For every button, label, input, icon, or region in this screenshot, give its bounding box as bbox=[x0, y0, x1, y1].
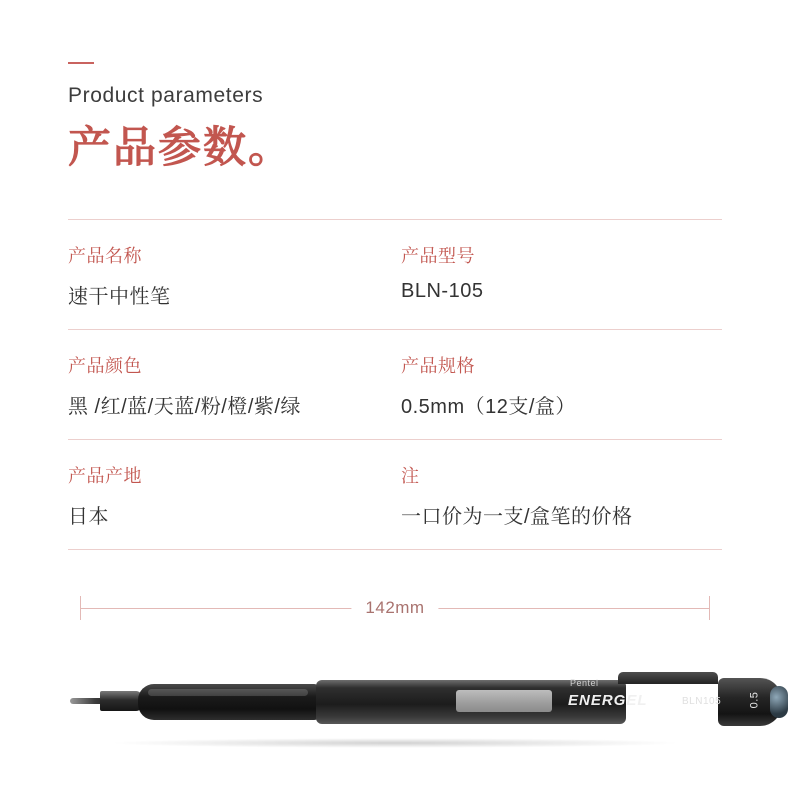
dimension-indicator bbox=[80, 588, 710, 628]
pen-shadow bbox=[108, 738, 682, 748]
param-value: 一口价为一支/盒笔的价格 bbox=[401, 506, 633, 529]
param-cell-product-origin bbox=[68, 462, 395, 529]
page-header bbox=[68, 0, 722, 173]
param-label: 注 bbox=[401, 466, 420, 487]
dimension-cap-right bbox=[709, 596, 710, 620]
dimension-cap-left bbox=[80, 596, 81, 620]
param-cell-product-color bbox=[68, 352, 395, 419]
table-row bbox=[68, 220, 722, 330]
param-cell-product-spec bbox=[395, 352, 722, 419]
pen-cone bbox=[100, 691, 142, 711]
table-row bbox=[68, 440, 722, 550]
param-value: 0.5mm（12支/盒） bbox=[401, 396, 576, 419]
pen-grip bbox=[138, 684, 320, 720]
parameters-table bbox=[68, 219, 722, 550]
product-figure bbox=[68, 588, 761, 768]
param-label: 产品颜色 bbox=[68, 356, 142, 377]
param-label: 产品产地 bbox=[68, 466, 142, 487]
accent-rule bbox=[68, 62, 94, 64]
table-row bbox=[68, 330, 722, 440]
param-cell-product-name bbox=[68, 242, 395, 309]
param-value: 日本 bbox=[68, 506, 109, 529]
dimension-label: 142mm bbox=[351, 596, 438, 620]
pen-illustration bbox=[68, 646, 761, 766]
param-cell-product-model bbox=[395, 242, 722, 309]
pen-clip bbox=[618, 672, 718, 684]
pen-brand-label: ENERGEL bbox=[568, 692, 648, 710]
page-title: 产品参数。 bbox=[68, 124, 293, 172]
pen-end-cap bbox=[770, 686, 788, 718]
param-label: 产品规格 bbox=[401, 356, 475, 377]
pen-tip-size-label: 0.5 bbox=[748, 692, 761, 709]
pen-model-label: BLN105 bbox=[682, 696, 722, 708]
pen-maker-label: Pentel bbox=[570, 678, 599, 689]
param-value: BLN-105 bbox=[401, 280, 484, 303]
param-cell-note bbox=[395, 462, 722, 529]
param-value: 速干中性笔 bbox=[68, 286, 171, 309]
param-value: 黑 /红/蓝/天蓝/粉/橙/紫/绿 bbox=[68, 396, 301, 419]
pen-ink-window bbox=[456, 690, 552, 712]
page-eyebrow: Product parameters bbox=[68, 84, 264, 107]
pen-body bbox=[70, 676, 761, 732]
param-label: 产品名称 bbox=[68, 246, 142, 267]
param-label: 产品型号 bbox=[401, 246, 475, 267]
